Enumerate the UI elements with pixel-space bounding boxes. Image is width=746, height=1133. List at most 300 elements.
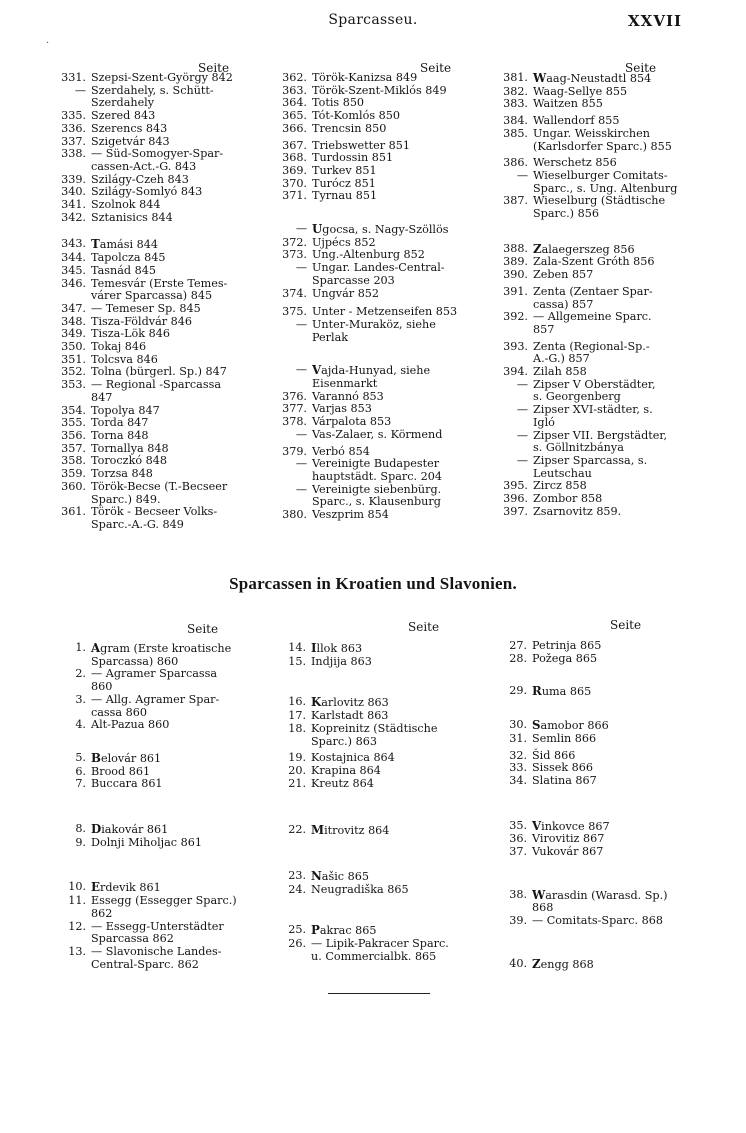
entry-number: 377. (282, 402, 307, 416)
entry-text (312, 364, 468, 390)
entry-number: 351. (61, 352, 86, 366)
entry-text (533, 341, 693, 366)
entry-label: Vereinigte Budapester hauptstädt. Sparc. 204 (312, 457, 442, 483)
entry-label: — Süd-Somogyer-Spar- cassen-Act.-G. 843 (91, 147, 224, 173)
entry-number: 25. (288, 923, 306, 937)
entry-number: 383. (503, 97, 528, 111)
entry-number: 338. (61, 147, 86, 161)
index-entry (497, 404, 693, 429)
entry-label: Varannó 853 (312, 389, 384, 403)
index-entry (56, 668, 262, 693)
entry-text (91, 668, 262, 693)
section-heading: Sparcassen in Kroatien und Slavonien. (229, 574, 517, 593)
entry-label: Ungvár 852 (312, 286, 380, 300)
entry-number: 361. (61, 505, 86, 519)
entry-text (311, 723, 476, 748)
index-entry (56, 252, 256, 265)
index-entry (56, 895, 262, 920)
entry-text (311, 938, 476, 963)
entry-text (533, 379, 693, 404)
entry-number: 19. (288, 751, 306, 765)
entry-label: Tornallya 848 (91, 441, 169, 455)
entry-label: — Temeser Sp. 845 (91, 301, 201, 315)
closing-rule (328, 993, 430, 994)
entry-number: 359. (61, 467, 86, 481)
entry-label: Turkev 851 (312, 163, 377, 177)
entry-label: Török-Szent-Miklós 849 (312, 83, 447, 97)
entry-text (312, 288, 468, 301)
entry-label: Totis 850 (312, 96, 365, 110)
entry-label: Torda 847 (91, 416, 149, 430)
entry-number: 18. (288, 721, 306, 735)
index-entry (497, 269, 693, 282)
index-entry (56, 85, 256, 110)
entry-label: Karlstadt 863 (311, 709, 389, 723)
entry-label: Kreutz 864 (311, 776, 374, 790)
index-column-kroatien-3 (497, 640, 697, 972)
entry-text (311, 696, 476, 710)
index-entry (497, 195, 693, 220)
index-entry (276, 262, 468, 287)
entry-label: arlovitz 863 (321, 696, 389, 710)
entry-text (91, 148, 256, 173)
entry-label: Wallendorf 855 (533, 114, 620, 128)
entry-text (312, 484, 468, 509)
entry-number: 353. (61, 378, 86, 392)
index-entry (276, 223, 468, 237)
entry-label: Unter - Metzenseifen 853 (312, 305, 458, 319)
entry-label: Wieselburg (Städtische Sparc.) 856 (533, 194, 666, 221)
entry-number: 37. (509, 845, 527, 859)
entry-text (533, 195, 693, 220)
index-entry (56, 823, 262, 837)
entry-number: 13. (68, 944, 86, 958)
index-entry (497, 762, 697, 775)
entry-number: 344. (61, 251, 86, 265)
index-entry (56, 328, 256, 341)
entry-initial: W (533, 71, 547, 85)
entry-label: — Regional -Sparcassa 847 (91, 378, 221, 404)
entry-text (91, 881, 262, 895)
entry-number: 3. (75, 692, 86, 706)
entry-number: 40. (509, 956, 527, 970)
entry-text (532, 719, 697, 733)
entry-number: 381. (503, 71, 528, 84)
entry-number: 27. (509, 639, 527, 652)
index-entry (56, 417, 256, 430)
entry-initial: V (532, 818, 542, 833)
index-entry (276, 924, 476, 938)
entry-number: 376. (282, 389, 307, 403)
entry-label: Alt-Pazua 860 (91, 718, 170, 732)
entry-label: Zircz 858 (533, 479, 587, 493)
entry-text (532, 958, 697, 972)
entry-label: Unter-Muraköz, siehe Perlak (312, 317, 436, 344)
entry-label: — Essegg-Unterstädter Sparcassa 862 (91, 919, 224, 946)
index-entry (497, 170, 693, 195)
entry-initial: R (532, 684, 542, 699)
entry-number: 345. (61, 263, 86, 277)
entry-label: — Allgemeine Sparc. 857 (533, 310, 652, 336)
entry-label: amobor 866 (540, 719, 609, 733)
entry-number: 394. (503, 365, 528, 379)
entry-number: 331. (61, 71, 86, 84)
entry-text (533, 286, 693, 311)
entry-number: 23. (288, 869, 306, 883)
entry-number: — (516, 428, 528, 442)
entry-initial: N (311, 869, 322, 884)
entry-number: — (516, 403, 528, 417)
entry-label: — Allg. Agramer Spar- cassa 860 (91, 692, 220, 719)
index-column-upper-3 (497, 72, 693, 519)
entry-number: 342. (61, 210, 86, 224)
entry-number: 1. (75, 641, 86, 654)
index-entry (56, 379, 256, 404)
entry-text (533, 506, 693, 519)
entry-number: 24. (288, 882, 306, 896)
entry-number: 363. (282, 83, 307, 97)
index-entry (56, 405, 256, 418)
entry-number: 33. (509, 761, 527, 775)
entry-text (311, 870, 476, 884)
entry-number: 20. (288, 763, 306, 777)
entry-label: Tasnád 845 (91, 263, 156, 277)
entry-label: Sztanisics 844 (91, 210, 173, 224)
entry-label: Szolnok 844 (91, 198, 161, 212)
entry-label: Szerdahely, s. Schütt- Szerdahely (91, 83, 214, 110)
index-entry (497, 889, 697, 915)
index-entry (276, 319, 468, 344)
entry-label: Török - Becseer Volks- Sparc.-A.-G. 849 (91, 505, 218, 531)
entry-number: 386. (503, 156, 528, 170)
index-column-kroatien-2 (276, 642, 476, 964)
entry-label: Šid 866 (532, 748, 576, 762)
entry-number: 350. (61, 340, 86, 354)
entry-text (533, 72, 693, 86)
entry-label: llok 863 (316, 642, 363, 655)
entry-label: Zeben 857 (533, 268, 594, 282)
entry-label: Neugradiška 865 (311, 882, 409, 896)
entry-label: Triebswetter 851 (312, 138, 410, 152)
entry-initial: Z (533, 241, 542, 256)
entry-label: Toroczkó 848 (91, 454, 167, 468)
entry-text (312, 223, 468, 237)
index-entry (56, 752, 262, 766)
entry-label: gocsa, s. Nagy-Szöllös (322, 223, 449, 237)
entry-number: 362. (282, 71, 307, 84)
entry-label: Werschetz 856 (533, 156, 617, 170)
entry-number: 22. (288, 823, 306, 837)
entry-text (533, 455, 693, 480)
entry-label: Trencsin 850 (312, 121, 387, 135)
entry-text (91, 506, 256, 531)
entry-number: 34. (509, 773, 527, 787)
entry-number: 11. (68, 894, 86, 908)
index-entry (276, 484, 468, 509)
entry-text (533, 170, 693, 195)
entry-label: Temesvár (Erste Temes- várer Sparcassa) 845 (91, 276, 228, 303)
entry-label: Turdossin 851 (312, 151, 394, 165)
entry-text (91, 694, 262, 719)
entry-number: 352. (61, 365, 86, 379)
entry-number: 364. (282, 96, 307, 110)
entry-number: 5. (75, 750, 86, 764)
seite-label-col2: Seite (420, 61, 452, 75)
entry-number: 4. (75, 718, 86, 732)
entry-number: 14. (288, 641, 306, 654)
entry-number: 12. (68, 919, 86, 933)
entry-number: — (295, 482, 307, 496)
entry-text (311, 778, 476, 791)
index-entry (276, 765, 476, 778)
entry-text (91, 719, 262, 732)
entry-number: 15. (288, 654, 306, 668)
entry-text (532, 733, 697, 746)
entry-number: 389. (503, 255, 528, 269)
entry-number: 390. (503, 268, 528, 282)
entry-label: Szepsi-Szent-György 842 (91, 71, 233, 84)
entry-label: Petrinja 865 (532, 639, 602, 652)
entry-label: inkovce 867 (541, 819, 610, 833)
entry-label: — Slavonische Landes- Central-Sparc. 862 (91, 944, 222, 971)
index-entry (56, 212, 256, 225)
entry-number: — (295, 427, 307, 441)
entry-label: Torna 848 (91, 428, 149, 442)
entry-text (532, 889, 697, 915)
entry-label: Slatina 867 (532, 773, 597, 787)
entry-number: — (295, 261, 307, 275)
index-entry (497, 775, 697, 788)
entry-initial: S (532, 718, 541, 733)
entry-number: 360. (61, 479, 86, 493)
index-entry (497, 750, 697, 763)
entry-initial: T (91, 237, 100, 252)
entry-label: Tisza-Földvár 846 (91, 314, 192, 328)
entry-text (532, 775, 697, 788)
entry-label: Tolna (bürgerl. Sp.) 847 (91, 365, 227, 379)
entry-number: 347. (61, 301, 86, 315)
entry-number: 354. (61, 403, 86, 417)
entry-initial: I (311, 641, 317, 655)
entry-number: 21. (288, 776, 306, 790)
entry-label: gram (Erste kroatische Sparcassa) 860 (91, 642, 232, 668)
entry-label: Vereinigte siebenbürg. Sparc., s. Klausenburg (312, 482, 442, 509)
entry-number: 2. (75, 667, 86, 681)
entry-number: 382. (503, 84, 528, 98)
entry-number: 8. (75, 822, 86, 836)
index-entry (56, 719, 262, 732)
index-entry (276, 870, 476, 884)
index-entry (276, 723, 476, 748)
entry-text (312, 458, 468, 483)
entry-number: 384. (503, 114, 528, 128)
entry-number: 397. (503, 504, 528, 518)
index-entry (276, 429, 468, 442)
entry-number: — (295, 363, 307, 377)
index-entry (497, 653, 697, 666)
entry-initial: D (91, 822, 102, 837)
entry-initial: E (91, 880, 100, 895)
index-entry (276, 778, 476, 791)
entry-text (311, 656, 476, 669)
entry-label: Wieselburger Comitats- Sparc., s. Ung. Altenburg (533, 168, 678, 195)
entry-number: 35. (509, 818, 527, 832)
entry-text (312, 123, 468, 136)
entry-label: Krapina 864 (311, 763, 381, 777)
entry-number: 379. (282, 444, 307, 458)
index-entry (497, 958, 697, 972)
entry-number: 340. (61, 185, 86, 199)
index-entry (276, 938, 476, 963)
entry-text (533, 404, 693, 429)
entry-label: Ungar. Weisskirchen (Karlsdorfer Sparc.) 855 (533, 126, 672, 153)
index-entry (56, 881, 262, 895)
entry-label: Buccara 861 (91, 777, 163, 791)
index-column-upper-2 (276, 72, 468, 522)
entry-number: — (516, 377, 528, 391)
entry-text (533, 128, 693, 153)
entry-number: 391. (503, 284, 528, 298)
index-entry (276, 696, 476, 710)
entry-text (311, 824, 476, 838)
entry-label: Waitzen 855 (533, 97, 603, 111)
entry-number: 39. (509, 914, 527, 928)
entry-label: Kopreinitz (Städtische Sparc.) 863 (311, 721, 438, 748)
entry-number: 348. (61, 314, 86, 328)
entry-number: 395. (503, 479, 528, 493)
index-entry (497, 341, 693, 366)
entry-number: 378. (282, 415, 307, 429)
entry-label: Ujpécs 852 (312, 235, 376, 249)
entry-text (533, 269, 693, 282)
entry-label: iakovár 861 (101, 823, 169, 837)
seite-label-k1: Seite (187, 622, 219, 636)
entry-number: 337. (61, 134, 86, 148)
entry-label: Tapolcza 845 (91, 251, 166, 265)
index-entry (56, 278, 256, 303)
entry-label: rdevik 861 (100, 881, 161, 895)
entry-number: 341. (61, 198, 86, 212)
entry-text (91, 895, 262, 920)
entry-label: Semlin 866 (532, 731, 597, 745)
entry-label: amási 844 (99, 238, 158, 252)
entry-label: Zipser VII. Bergstädter, s. Göllnitzbánya (533, 428, 668, 455)
entry-number: 30. (509, 718, 527, 732)
entry-label: Vukovár 867 (532, 845, 604, 859)
entry-label: akrac 865 (319, 924, 377, 938)
entry-text (311, 642, 476, 656)
entry-number: 385. (503, 126, 528, 140)
entry-label: Sissek 866 (532, 761, 594, 775)
entry-number: 372. (282, 235, 307, 249)
index-entry (56, 506, 256, 531)
entry-number: 335. (61, 109, 86, 123)
entry-text (532, 915, 697, 928)
index-entry (56, 238, 256, 252)
index-column-upper-1 (56, 72, 256, 532)
entry-number: 396. (503, 492, 528, 506)
entry-text (91, 379, 256, 404)
entry-number: 38. (509, 887, 527, 901)
seite-label-col3: Seite (625, 61, 657, 75)
entry-number: 366. (282, 121, 307, 135)
entry-text (312, 429, 468, 442)
entry-text (311, 884, 476, 897)
entry-label: Szered 843 (91, 109, 156, 123)
entry-label: Szerencs 843 (91, 121, 168, 135)
entry-number: 36. (509, 832, 527, 846)
index-entry (276, 190, 468, 203)
entry-label: Turócz 851 (312, 176, 376, 190)
index-entry (497, 915, 697, 928)
entry-label: Vas-Zalaer, s. Körmend (312, 427, 443, 441)
entry-initial: B (91, 750, 101, 765)
index-entry (276, 123, 468, 136)
running-title: Sparcasseu. (328, 12, 418, 28)
entry-label: Zipser V Oberstädter, s. Georgenberg (533, 377, 656, 404)
index-entry (276, 364, 468, 390)
index-entry (497, 733, 697, 746)
entry-text (91, 946, 262, 971)
entry-number: 339. (61, 172, 86, 186)
index-entry (56, 921, 262, 946)
entry-text (533, 243, 693, 257)
entry-number: 356. (61, 428, 86, 442)
entry-label: Brood 861 (91, 764, 151, 778)
entry-number: 380. (282, 508, 307, 522)
entry-label: elovár 861 (100, 751, 162, 765)
entry-initial: U (312, 222, 323, 237)
entry-number: 355. (61, 416, 86, 430)
index-entry (276, 656, 476, 669)
index-entry (56, 481, 256, 506)
index-entry (497, 430, 693, 455)
page-number: XXVII (628, 12, 682, 30)
entry-label: Tyrnau 851 (312, 189, 378, 203)
entry-number: 367. (282, 138, 307, 152)
index-entry (497, 286, 693, 311)
entry-number: 26. (288, 937, 306, 951)
entry-number: 349. (61, 327, 86, 341)
entry-text (91, 778, 262, 791)
entry-number: 392. (503, 310, 528, 324)
entry-number: 358. (61, 454, 86, 468)
index-entry (497, 685, 697, 699)
entry-label: Tisza-Lök 846 (91, 327, 170, 341)
index-entry (497, 128, 693, 153)
entry-number: 343. (61, 237, 86, 251)
entry-label: Kostajnica 864 (311, 751, 395, 765)
entry-initial: K (311, 695, 322, 710)
entry-label: Szilágy-Czeh 843 (91, 172, 189, 186)
index-entry (276, 458, 468, 483)
entry-number: 29. (509, 684, 527, 698)
index-entry (56, 455, 256, 468)
index-entry (497, 311, 693, 336)
entry-initial: W (532, 887, 546, 902)
entry-number: 10. (68, 880, 86, 894)
index-entry (497, 846, 697, 859)
entry-label: Szigetvár 843 (91, 134, 170, 148)
entry-number: 17. (288, 709, 306, 723)
index-entry (56, 946, 262, 971)
entry-number: 375. (282, 305, 307, 319)
entry-number: — (516, 168, 528, 182)
index-entry (276, 288, 468, 301)
index-entry (56, 694, 262, 719)
entry-number: — (295, 317, 307, 331)
entry-label: Zenta (Zentaer Spar- cassa) 857 (533, 284, 653, 311)
